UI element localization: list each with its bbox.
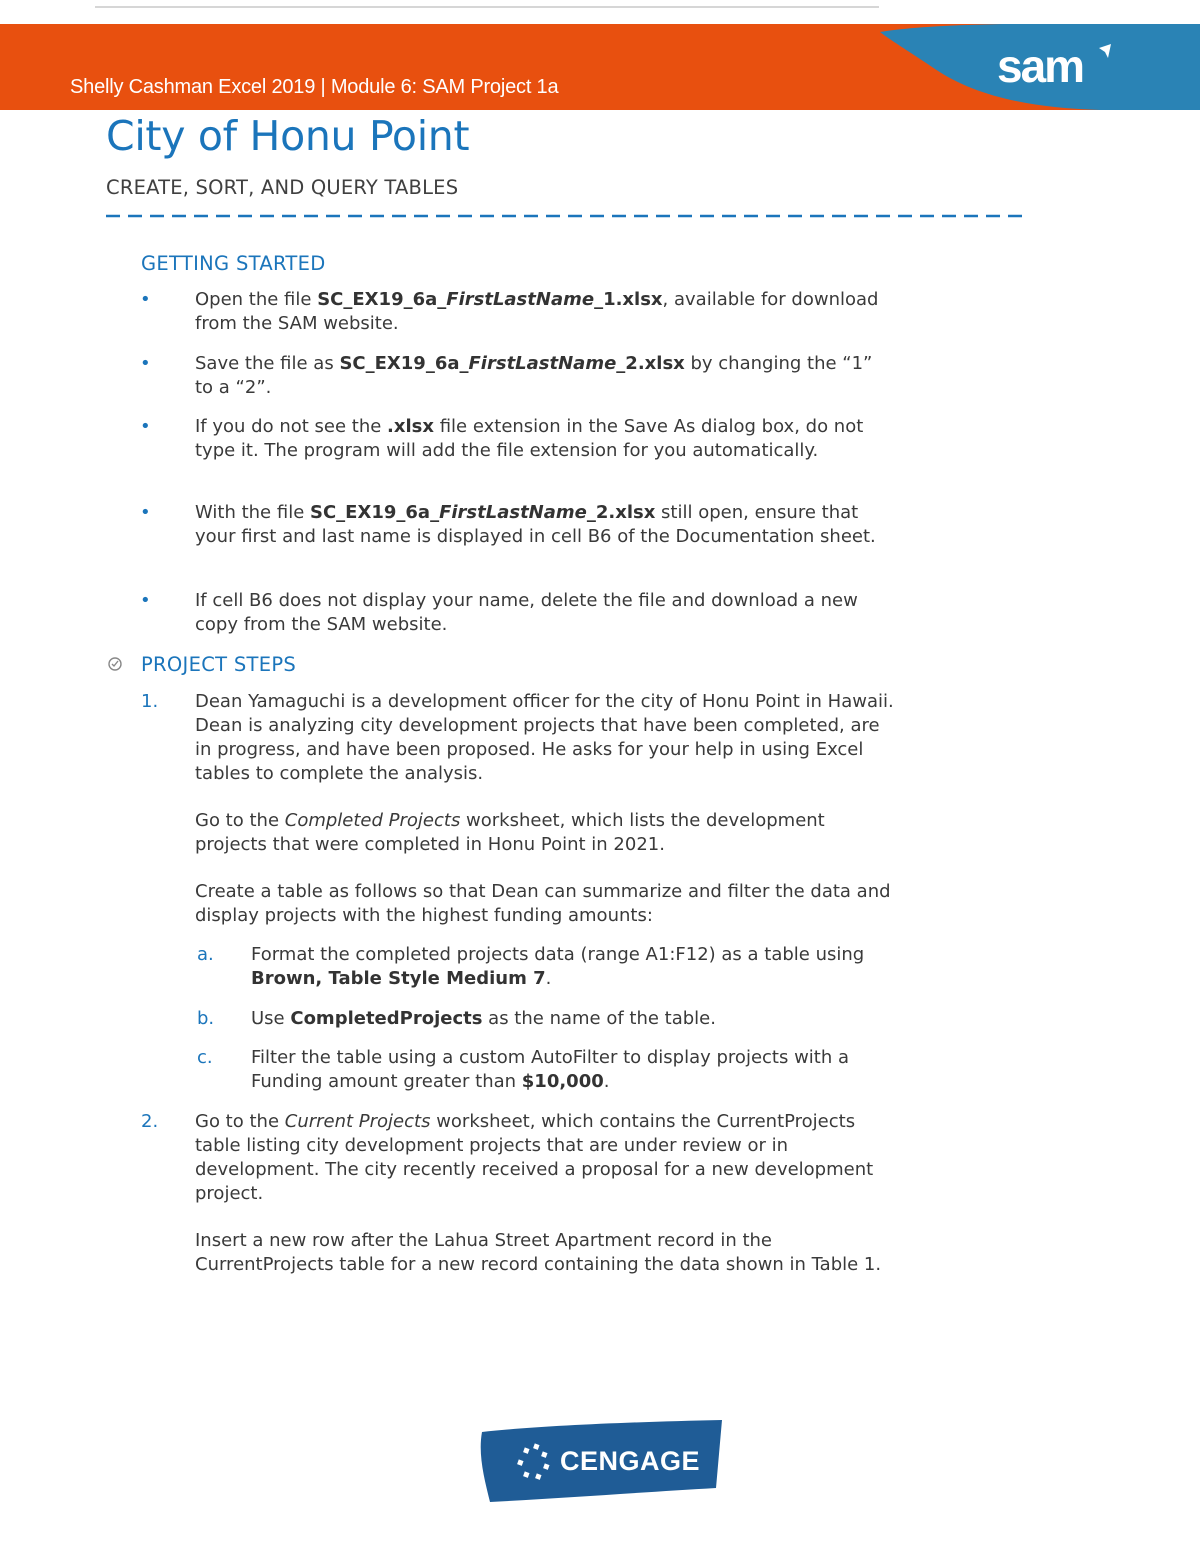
sam-logo-mark bbox=[995, 40, 1120, 90]
project-steps-heading: PROJECT STEPS bbox=[141, 653, 297, 676]
substep-item: Use CompletedProjects as the name of the table. bbox=[251, 1008, 716, 1029]
substep-letter: a. bbox=[197, 944, 214, 965]
step-number: 1. bbox=[141, 691, 159, 712]
step1-paragraph: Create a table as follows so that Dean can summarize and filter the data and display projects with the highest funding amounts: bbox=[195, 881, 891, 926]
list-item: If cell B6 does not display your name, delete the file and download a new copy from the SAM website. bbox=[195, 590, 858, 635]
bullet-icon: • bbox=[140, 289, 151, 310]
banner-title: Shelly Cashman Excel 2019 | Module 6: SAM Project 1a bbox=[70, 76, 559, 98]
bullet-icon: • bbox=[140, 502, 151, 523]
bullet-icon: • bbox=[140, 416, 151, 437]
step2-paragraph: Insert a new row after the Lahua Street Apartment record in the CurrentProjects table for a new record containing the data shown in Table 1. bbox=[195, 1230, 882, 1275]
page-subtitle: CREATE, SORT, AND QUERY TABLES bbox=[106, 176, 459, 199]
substep-letter: b. bbox=[197, 1008, 215, 1029]
bullet-icon: • bbox=[140, 590, 151, 611]
top-rule bbox=[95, 6, 879, 8]
getting-started-heading: GETTING STARTED bbox=[141, 252, 326, 275]
substep-letter: c. bbox=[197, 1047, 213, 1068]
bullet-icon: • bbox=[140, 353, 151, 374]
step-number: 2. bbox=[141, 1111, 159, 1132]
step1-intro: Dean Yamaguchi is a development officer for the city of Honu Point in Hawaii. Dean is analyzing city development projects that have been completed, are in progress, and have been proposed. He asks for your help in using Excel tables to complete the analysis. bbox=[195, 691, 894, 784]
list-item: With the file SC_EX19_6a_FirstLastName_2.xlsx still open, ensure that your first and last name is displayed in cell B6 of the Documentation sheet. bbox=[195, 502, 876, 547]
dashed-divider bbox=[106, 212, 1026, 222]
substep-item: Filter the table using a custom AutoFilter to display projects with a Funding amount greater than $10,000. bbox=[251, 1047, 850, 1092]
cengage-wordmark: CENGAGE bbox=[560, 1446, 701, 1476]
list-item: Open the file SC_EX19_6a_FirstLastName_1.xlsx, available for download from the SAM website. bbox=[195, 289, 879, 334]
sam-logo-text: sam bbox=[997, 40, 1084, 90]
page-title: City of Honu Point bbox=[106, 112, 470, 160]
sam-logo bbox=[995, 40, 1120, 94]
substep-item: Format the completed projects data (range A1:F12) as a table using Brown, Table Style Medium 7. bbox=[251, 944, 865, 989]
step2-intro: Go to the Current Projects worksheet, which contains the CurrentProjects table listing city development projects that are under review or in development. The city recently received a proposal for a new development project. bbox=[195, 1111, 874, 1204]
list-item: Save the file as SC_EX19_6a_FirstLastName_2.xlsx by changing the “1” to a “2”. bbox=[195, 353, 873, 398]
project-steps-icon bbox=[107, 656, 123, 676]
step1-paragraph: Go to the Completed Projects worksheet, which lists the development projects that were completed in Honu Point in 2021. bbox=[195, 810, 825, 855]
list-item: If you do not see the .xlsx file extension in the Save As dialog box, do not type it. The program will add the file extension for you automatically. bbox=[195, 416, 864, 461]
